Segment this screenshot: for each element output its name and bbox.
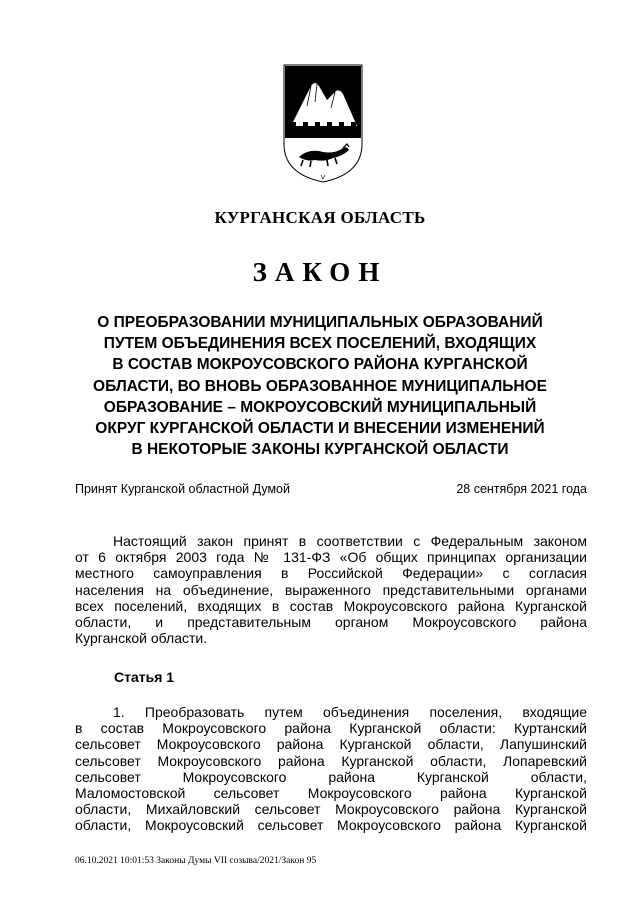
article-line: сельсовет Мокроусовского района Курганской области,	[75, 768, 587, 785]
law-title-line: ОКРУГ КУРГАНСКОЙ ОБЛАСТИ И ВНЕСЕНИИ ИЗМЕНЕНИЙ	[95, 420, 545, 438]
preamble-line: всех поселений, входящих в состав Мокроусовского района Курганской	[75, 597, 587, 614]
article-line: области, Михайловский сельсовет Мокроусовского района Курганской	[75, 801, 587, 818]
adoption-info	[75, 482, 587, 500]
article-line: Маломостовской сельсовет Мокроусовского района Курганской	[75, 784, 587, 801]
article-line: в состав Мокроусовского района Курганской области: Куртанский	[75, 720, 587, 737]
preamble-line: населения на объединение, выраженного представительными органами	[75, 581, 587, 598]
law-title-line: ОБЛАСТИ, ВО ВНОВЬ ОБРАЗОВАННОЕ МУНИЦИПАЛЬНОЕ	[93, 377, 547, 395]
law-title-line: В СОСТАВ МОКРОУСОВСКОГО РАЙОНА КУРГАНСКОЙ	[112, 356, 528, 374]
preamble-line: местного самоуправления в Российской Федерации» с согласия	[75, 565, 587, 582]
article-line: 1. Преобразовать путем объединения поселения, входящие	[113, 704, 587, 720]
law-title-line: ПУТЕМ ОБЪЕДИНЕНИЯ ВСЕХ ПОСЕЛЕНИЙ, ВХОДЯЩИХ	[103, 335, 537, 353]
article-line: сельсовет Мокроусовского района Курганской области, Лапушинский	[75, 736, 587, 753]
region-heading: КУРГАНСКАЯ ОБЛАСТЬ	[214, 208, 426, 227]
adopted-by: Принят Курганской областной Думой	[75, 482, 290, 496]
law-title	[70, 312, 570, 460]
adopted-date: 28 сентября 2021 года	[456, 482, 587, 496]
preamble-line: от 6 октября 2003 года № 131-ФЗ «Об общих принципах организации	[75, 549, 587, 566]
article-paragraph	[75, 704, 587, 834]
preamble-line: области, и представительным органом Мокроусовского района	[75, 613, 587, 630]
article-line: области, Мокроусовский сельсовет Мокроусовского района Курганской	[75, 817, 587, 834]
coat-of-arms-icon	[281, 62, 365, 188]
law-title-line: В НЕКОТОРЫЕ ЗАКОНЫ КУРГАНСКОЙ ОБЛАСТИ	[131, 441, 509, 459]
preamble-line: Курганской области.	[75, 630, 208, 647]
document-type-heading: ЗАКОН	[252, 257, 388, 287]
law-title-line: О ПРЕОБРАЗОВАНИИ МУНИЦИПАЛЬНЫХ ОБРАЗОВАНИЙ	[97, 314, 543, 331]
article-line: сельсовет Мокроусовского района Курганской области, Лопаревский	[75, 752, 587, 769]
document-footer: 06.10.2021 10:01:53 Законы Думы VII созыва/2021/Закон 95	[75, 856, 317, 866]
law-title-line: ОБРАЗОВАНИЕ – МОКРОУСОВСКИЙ МУНИЦИПАЛЬНЫЙ	[103, 398, 537, 416]
article-heading: Статья 1	[114, 669, 175, 685]
preamble-line: Настоящий закон принят в соответствии с Федеральным законом	[113, 533, 587, 549]
preamble-paragraph	[75, 533, 587, 646]
